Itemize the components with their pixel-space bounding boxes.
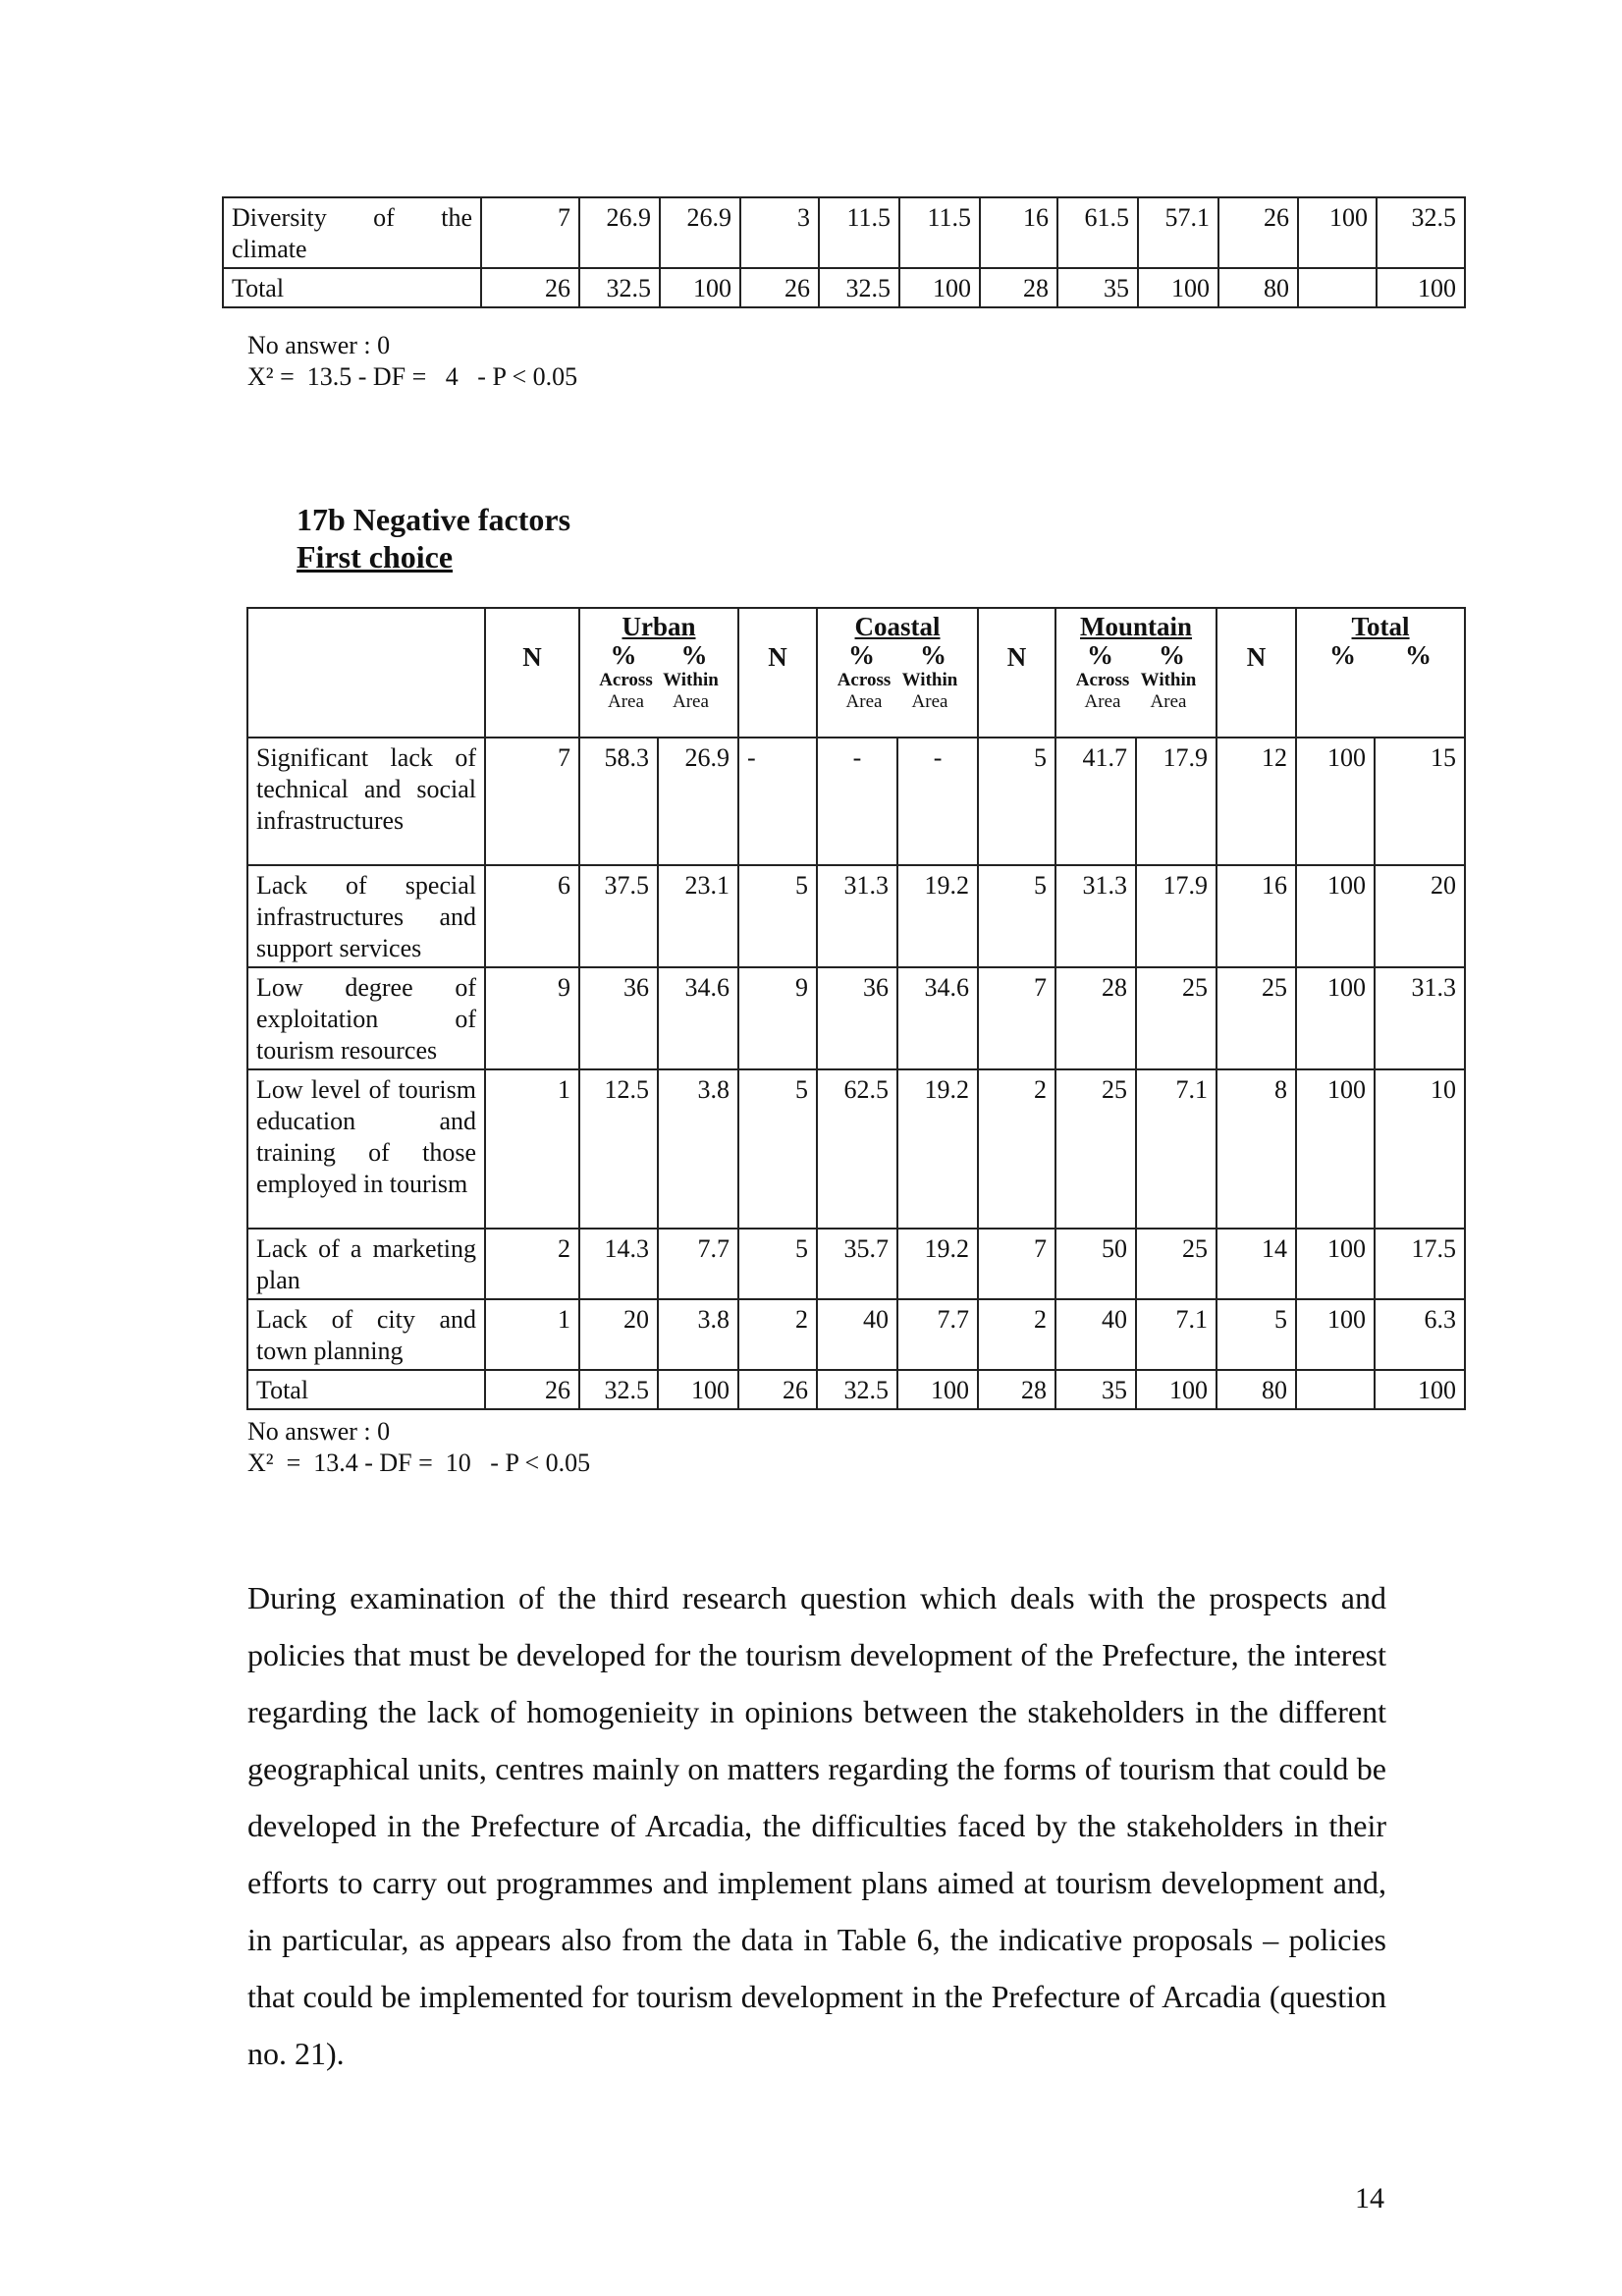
table-cell: 57.1: [1138, 197, 1218, 268]
table-cell: 100: [658, 1370, 738, 1409]
table-cell: 11.5: [819, 197, 899, 268]
table-cell: 31.3: [817, 865, 897, 967]
row-label: Diversity of the climate: [223, 197, 481, 268]
table-cell: 10: [1375, 1069, 1465, 1229]
table-cell: -: [817, 738, 897, 865]
table-cell: 17.9: [1136, 865, 1216, 967]
table-cell: 5: [1216, 1299, 1296, 1370]
table-cell: 3.8: [658, 1069, 738, 1229]
table-row: [247, 1299, 1465, 1370]
header-n-urban: N: [485, 608, 579, 738]
table-cell: 100: [1296, 967, 1375, 1069]
no-answer-note: No answer : 0: [247, 1417, 391, 1446]
table-cell: 7.7: [897, 1299, 978, 1370]
table-cell: 5: [978, 865, 1055, 967]
table-cell: 1: [485, 1069, 579, 1229]
table-cell: 20: [579, 1299, 658, 1370]
table-cell: 9: [485, 967, 579, 1069]
header-n-total: N: [1216, 608, 1296, 738]
table-cell: 7.7: [658, 1229, 738, 1299]
table-row: [223, 268, 1465, 307]
chi-square-stats: X² = 13.5 - DF = 4 - P < 0.05: [247, 362, 578, 391]
table-cell: 19.2: [897, 1069, 978, 1229]
table-header-row: [247, 608, 1465, 738]
table-cell: 25: [1216, 967, 1296, 1069]
table-cell: 26.9: [658, 738, 738, 865]
table-cell: [1298, 268, 1377, 307]
table-cell: 100: [899, 268, 980, 307]
chi-square-stats: X² = 13.4 - DF = 10 - P < 0.05: [247, 1449, 591, 1477]
table-cell: 3.8: [658, 1299, 738, 1370]
table-cell: 31.3: [1375, 967, 1465, 1069]
table-cell: 2: [978, 1299, 1055, 1370]
row-label: Total: [223, 268, 481, 307]
table-cell: 100: [1296, 1299, 1375, 1370]
table-cell: 34.6: [658, 967, 738, 1069]
table-cell: 25: [1136, 1229, 1216, 1299]
table-row: [247, 738, 1465, 865]
header-coastal: Coastal % % Across Area Within Area: [817, 608, 978, 738]
table-cell: 7: [485, 738, 579, 865]
table-cell: 28: [1055, 967, 1136, 1069]
table-cell: 11.5: [899, 197, 980, 268]
table-cell: 25: [1055, 1069, 1136, 1229]
table-cell: [1296, 1370, 1375, 1409]
table-cell: 7: [978, 967, 1055, 1069]
page-number: 14: [1355, 2182, 1384, 2214]
table-cell: -: [738, 738, 817, 865]
row-label: Low level of tourism education and training of those employed in tourism: [247, 1069, 485, 1229]
climate-table: [222, 196, 1466, 308]
table-cell: 7: [481, 197, 579, 268]
header-coastal-title: Coastal: [854, 612, 941, 641]
header-n-mountain: N: [978, 608, 1055, 738]
table-cell: 35: [1055, 1370, 1136, 1409]
table-cell: 5: [738, 1069, 817, 1229]
table-cell: 100: [1296, 1069, 1375, 1229]
table-cell: 12.5: [579, 1069, 658, 1229]
table-cell: 5: [738, 1229, 817, 1299]
table-row: [247, 1229, 1465, 1299]
table-row: [247, 1370, 1465, 1409]
table-cell: 100: [1296, 1229, 1375, 1299]
header-label-cell: [247, 608, 485, 738]
row-label: Lack of special infrastructures and support services: [247, 865, 485, 967]
header-total-title: Total: [1351, 612, 1410, 641]
header-mountain-title: Mountain: [1080, 612, 1193, 641]
table-cell: 5: [738, 865, 817, 967]
table-cell: -: [897, 738, 978, 865]
row-label: Low degree of exploitation of tourism resources: [247, 967, 485, 1069]
row-label: Lack of city and town planning: [247, 1299, 485, 1370]
header-total: Total % %: [1296, 608, 1465, 738]
table-cell: 100: [897, 1370, 978, 1409]
table-row: [247, 865, 1465, 967]
table-cell: 37.5: [579, 865, 658, 967]
table-cell: 36: [817, 967, 897, 1069]
table-cell: 7: [978, 1229, 1055, 1299]
section-heading: [297, 501, 570, 575]
table-cell: 36: [579, 967, 658, 1069]
table-cell: 62.5: [817, 1069, 897, 1229]
table-cell: 16: [980, 197, 1057, 268]
table-cell: 35: [1057, 268, 1138, 307]
table-cell: 100: [1375, 1370, 1465, 1409]
table-cell: 5: [978, 738, 1055, 865]
table-cell: 26: [738, 1370, 817, 1409]
table-cell: 17.5: [1375, 1229, 1465, 1299]
table-cell: 32.5: [579, 268, 660, 307]
row-label: Total: [247, 1370, 485, 1409]
table-cell: 15: [1375, 738, 1465, 865]
table-cell: 19.2: [897, 865, 978, 967]
table-cell: 32.5: [817, 1370, 897, 1409]
table-cell: 50: [1055, 1229, 1136, 1299]
table-cell: 40: [817, 1299, 897, 1370]
table-cell: 8: [1216, 1069, 1296, 1229]
table-cell: 100: [1298, 197, 1377, 268]
section-title: 17b Negative factors: [297, 502, 571, 537]
table-cell: 3: [740, 197, 819, 268]
table-cell: 26: [1218, 197, 1298, 268]
row-label: Significant lack of technical and social infrastructures: [247, 738, 485, 865]
table-cell: 32.5: [1377, 197, 1465, 268]
body-paragraph: During examination of the third research question which deals with the prospects and policies that must be developed for the tourism development of the Prefecture, the interest regarding the lack of homogenieity in opinions between the stakeholders in the different geographical units, centres mainly on matters regarding the forms of tourism that could be developed in the Prefecture of Arcadia, the difficulties faced by the stakeholders in their efforts to carry out programmes and implement plans aimed at tourism development and, in particular, as appears also from the data in Table 6, the indicative proposals – policies that could be implemented for tourism development in the Prefecture of Arcadia (question no. 21).: [247, 1580, 1386, 2071]
table-cell: 9: [738, 967, 817, 1069]
table-cell: 16: [1216, 865, 1296, 967]
table2-stats: [247, 1416, 590, 1479]
table-cell: 25: [1136, 967, 1216, 1069]
table-cell: 28: [978, 1370, 1055, 1409]
header-mountain: Mountain % % Across Area Within Area: [1055, 608, 1216, 738]
table-cell: 100: [660, 268, 740, 307]
row-label: Lack of a marketing plan: [247, 1229, 485, 1299]
table-cell: 100: [1377, 268, 1465, 307]
table-cell: 6.3: [1375, 1299, 1465, 1370]
table-row: [247, 1069, 1465, 1229]
table-cell: 40: [1055, 1299, 1136, 1370]
header-n-coastal: N: [738, 608, 817, 738]
no-answer-note: No answer : 0: [247, 331, 391, 359]
table-cell: 58.3: [579, 738, 658, 865]
table-cell: 26.9: [660, 197, 740, 268]
table-cell: 41.7: [1055, 738, 1136, 865]
table-cell: 34.6: [897, 967, 978, 1069]
table-cell: 100: [1296, 738, 1375, 865]
table-cell: 100: [1136, 1370, 1216, 1409]
table-cell: 12: [1216, 738, 1296, 865]
table-cell: 100: [1138, 268, 1218, 307]
table-cell: 26.9: [579, 197, 660, 268]
table-cell: 14: [1216, 1229, 1296, 1299]
table-cell: 14.3: [579, 1229, 658, 1299]
negative-factors-table: [246, 607, 1466, 1410]
table-cell: 35.7: [817, 1229, 897, 1299]
table-cell: 61.5: [1057, 197, 1138, 268]
table-cell: 26: [740, 268, 819, 307]
table-cell: 7.1: [1136, 1299, 1216, 1370]
table-cell: 28: [980, 268, 1057, 307]
table-row: [223, 197, 1465, 268]
table-cell: 80: [1218, 268, 1298, 307]
table-cell: 23.1: [658, 865, 738, 967]
table-cell: 32.5: [819, 268, 899, 307]
table-cell: 2: [978, 1069, 1055, 1229]
table1-stats: [247, 330, 577, 393]
table-cell: 26: [481, 268, 579, 307]
table-cell: 32.5: [579, 1370, 658, 1409]
table-cell: 6: [485, 865, 579, 967]
section-subtitle: First choice: [297, 539, 454, 574]
table-cell: 80: [1216, 1370, 1296, 1409]
table-cell: 7.1: [1136, 1069, 1216, 1229]
table-row: [247, 967, 1465, 1069]
table-cell: 2: [485, 1229, 579, 1299]
table-cell: 2: [738, 1299, 817, 1370]
table-cell: 1: [485, 1299, 579, 1370]
table-cell: 17.9: [1136, 738, 1216, 865]
header-urban: Urban % % Across Area Within Area: [579, 608, 738, 738]
table-cell: 26: [485, 1370, 579, 1409]
header-urban-title: Urban: [622, 612, 696, 641]
table-cell: 100: [1296, 865, 1375, 967]
table-cell: 20: [1375, 865, 1465, 967]
table-cell: 19.2: [897, 1229, 978, 1299]
table-cell: 31.3: [1055, 865, 1136, 967]
